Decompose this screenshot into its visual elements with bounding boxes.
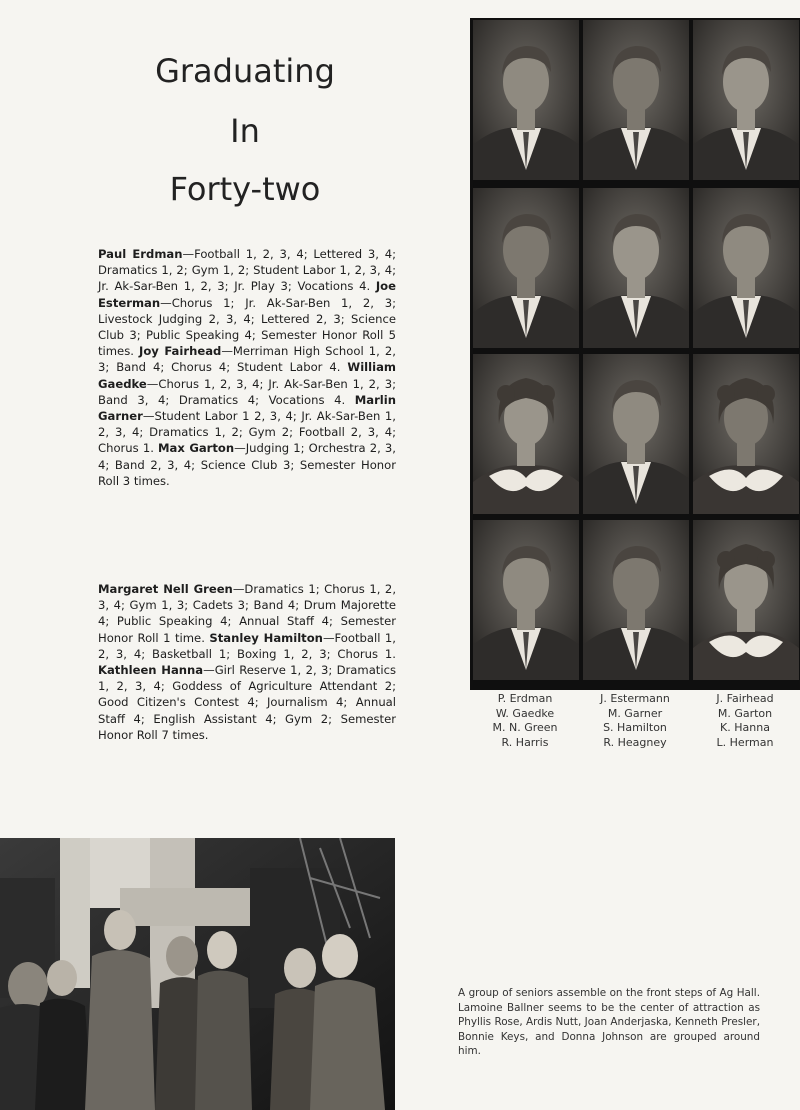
portrait-name: L. Herman bbox=[716, 735, 774, 749]
student-name: Paul Erdman bbox=[98, 247, 183, 261]
student-portrait bbox=[473, 520, 579, 680]
name-column-3 bbox=[690, 692, 800, 750]
portrait-name: J. Fairhead bbox=[716, 692, 774, 705]
student-name: Marlin Garner bbox=[98, 392, 396, 424]
student-portrait bbox=[693, 20, 799, 180]
student-name: Max Garton bbox=[158, 441, 235, 456]
portrait-name: W. Gaedke bbox=[495, 706, 555, 720]
student-name: Margaret Nell Green bbox=[98, 582, 233, 596]
student-name: Stanley Hamilton bbox=[209, 630, 323, 645]
student-portrait bbox=[693, 188, 799, 348]
portrait-name: K. Hanna bbox=[720, 721, 770, 735]
student-portrait bbox=[583, 520, 689, 680]
student-portrait bbox=[693, 520, 799, 680]
student-activities: —Chorus 1; Jr. Ak-Sar-Ben 1, 2, 3; Livestock Judging 2, 3, 4; Lettered 2, 3; Science Club 3; Public Speaking 4; Semester Honor Roll 5 times. bbox=[98, 295, 396, 359]
student-portrait bbox=[583, 20, 689, 180]
student-activities: —Football 1, 2, 3, 4; Lettered 3, 4; Dramatics 1, 2; Gym 1, 2; Student Labor 1, 2, 3, 4; Jr. Ak-Sar-Ben 1, 2, 3; Jr. Play 3; Vocations 4. bbox=[98, 247, 396, 294]
student-activities: —Judging 1; Orchestra 2, 3, 4; Band 2, 3, 4; Science Club 3; Semester Honor Roll 3 times. bbox=[98, 441, 396, 488]
student-activities: —Student Labor 1 2, 3, 4; Jr. Ak-Sar-Ben 1, 2, 3, 4; Dramatics 1, 2; Gym 2; Football 2, 3, 4; Chorus 1. bbox=[98, 409, 396, 456]
portrait-name: S. Hamilton bbox=[603, 721, 667, 735]
student-portrait bbox=[583, 354, 689, 514]
portrait-name: R. Harris bbox=[501, 735, 549, 749]
student-activities: —Chorus 1, 2, 3, 4; Jr. Ak-Sar-Ben 1, 2, 3; Band 3, 4; Dramatics 4; Vocations 4. bbox=[98, 376, 396, 407]
portrait-grid bbox=[470, 18, 800, 690]
student-name: Joy Fairhead bbox=[139, 344, 222, 359]
student-portrait bbox=[473, 20, 579, 180]
name-column-1 bbox=[470, 692, 580, 750]
page-title-line-1: Graduating bbox=[155, 52, 335, 90]
photo-caption: A group of seniors assemble on the front steps of Ag Hall. Lamoine Ballner seems to be the center of attraction as Phyllis Rose, Ardis Nutt, Joan Anderjaska, Kenneth Presler, Bonnie Keys, and Donna Johnson are grouped around him. bbox=[458, 987, 760, 1058]
group-photo bbox=[0, 838, 395, 1110]
student-portrait bbox=[693, 354, 799, 514]
student-portrait bbox=[473, 354, 579, 514]
student-activities: —Girl Reserve 1, 2, 3; Dramatics 1, 2, 3, 4; Goddess of Agriculture Attendant 2; Good Citizen's Contest 4; Journalism 4; Annual Staff 4; English Assistant 4; Gym 2; Semester Honor Roll 7 times. bbox=[98, 663, 396, 742]
student-name: William Gaedke bbox=[98, 360, 396, 391]
student-activities: —Football 1, 2, 3, 4; Basketball 1; Boxing 1, 2, 3; Chorus 1. bbox=[98, 630, 396, 661]
portrait-name: J. Estermann bbox=[600, 692, 670, 705]
student-portrait bbox=[583, 188, 689, 348]
portrait-name: R. Heagney bbox=[603, 735, 667, 749]
student-activities: —Dramatics 1; Chorus 1, 2, 3, 4; Gym 1, 3; Cadets 3; Band 4; Drum Majorette 4; Public Speaking 4; Annual Staff 4; Semester Honor Roll 1 time. bbox=[98, 582, 396, 645]
student-portrait bbox=[473, 188, 579, 348]
name-column-2 bbox=[580, 692, 690, 750]
page-title-line-2: In bbox=[230, 112, 260, 150]
student-activities: —Merriman High School 1, 2, 3; Band 4; Chorus 4; Student Labor 4. bbox=[98, 344, 396, 375]
portrait-name: M. N. Green bbox=[492, 721, 558, 735]
portrait-name: M. Garner bbox=[607, 706, 663, 720]
student-name: Joe Esterman bbox=[98, 279, 396, 310]
page-title-line-3: Forty-two bbox=[169, 170, 321, 208]
biography-block-1 bbox=[98, 246, 396, 489]
portrait-name: P. Erdman bbox=[497, 692, 553, 705]
student-name: Kathleen Hanna bbox=[98, 663, 204, 678]
biography-block-2 bbox=[98, 581, 396, 743]
portrait-name: M. Garton bbox=[717, 706, 773, 720]
